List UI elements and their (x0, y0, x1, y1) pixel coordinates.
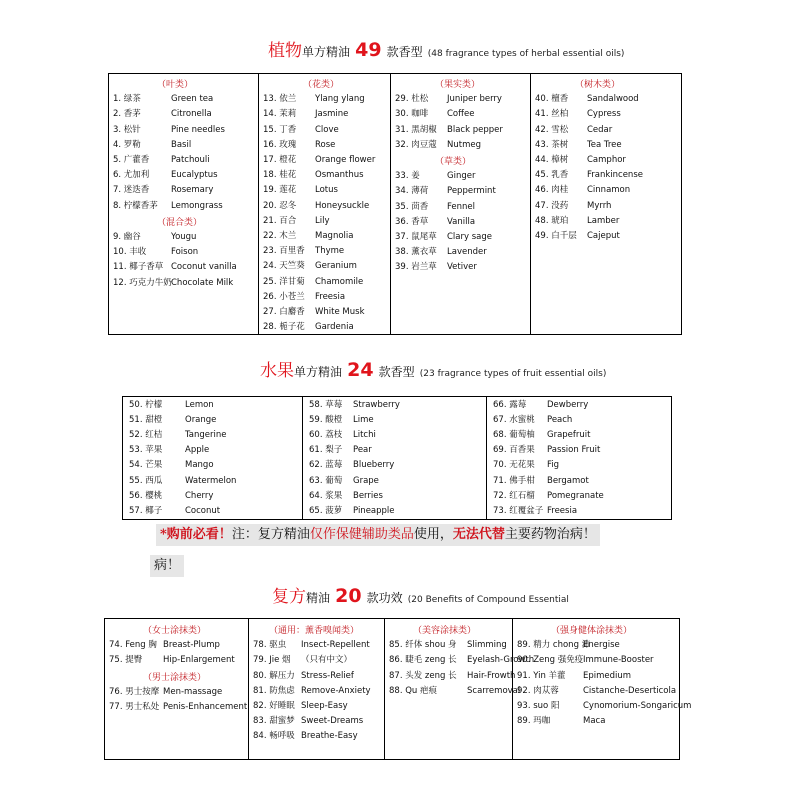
fruit-oils-table (122, 396, 672, 520)
item-en-name: Ylang ylang (315, 94, 365, 105)
item-en-name: Magnolia (315, 231, 354, 241)
item-en-name: Lotus (315, 185, 338, 196)
item-cn-name: 17. 橙花 (263, 155, 297, 165)
item-en-name: Cinnamon (587, 185, 631, 196)
item-cn-name: 43. 茶树 (535, 139, 569, 150)
item-en-name: Rose (315, 139, 336, 150)
item-cn-name: 70. 无花果 (493, 460, 535, 471)
section2-column (487, 397, 673, 519)
item-en-name: Fennel (447, 201, 476, 212)
notice-star-prefix: *购前必看！ (160, 527, 232, 542)
item-en-name: Basil (171, 139, 192, 150)
item-en-name: Lemongrass (171, 200, 223, 211)
item-en-name: Jasmine (315, 109, 349, 120)
item-cn-name: 15. 丁香 (263, 124, 297, 135)
item-cn-name: 54. 芒果 (129, 460, 163, 471)
item-cn-name: 47. 没药 (535, 200, 569, 211)
item-cn-name: 1. 绿茶 (113, 94, 141, 105)
section1-title-mid: 单方精油 (302, 45, 351, 59)
item-cn-name: 80. 解压力 (253, 670, 295, 681)
item-cn-name: 91. Yin 羊藿 (517, 670, 566, 681)
category-heading: （草类） (435, 157, 472, 167)
item-en-name: Pear (353, 445, 372, 456)
notice-part4: 无法代替 (452, 527, 505, 542)
item-cn-name: 35. 茴香 (395, 201, 429, 212)
item-cn-name: 32. 肉豆蔻 (395, 139, 437, 150)
section1-title-red: 植物 (268, 41, 302, 61)
category-heading: （通用：薰香嗅闻类） (269, 626, 360, 636)
item-en-name: Passion Fruit (547, 445, 601, 456)
section3-title (272, 582, 569, 607)
section1-count: 49 (355, 39, 382, 61)
herbal-oils-table (108, 73, 682, 335)
item-en-name: Patchouli (171, 155, 210, 165)
item-en-name: Remove-Anxiety (301, 685, 371, 696)
item-cn-name: 14. 茉莉 (263, 109, 297, 120)
item-en-name: Cistanche-Deserticola (583, 685, 677, 696)
item-en-name: Orange flower (315, 155, 376, 165)
purchase-notice (156, 524, 600, 546)
item-en-name: Scarremoval (467, 685, 521, 696)
item-cn-name: 57. 椰子 (129, 505, 163, 516)
item-cn-name: 58. 草莓 (309, 400, 343, 410)
item-en-name: Thyme (315, 246, 345, 257)
item-en-name: Citronella (171, 109, 212, 120)
item-cn-name: 50. 柠檬 (129, 400, 163, 410)
item-en-name: Honeysuckle (315, 200, 370, 211)
item-cn-name: 75. 提臀 (109, 655, 143, 666)
item-cn-name: 66. 露莓 (493, 400, 527, 410)
item-cn-name: 31. 黑胡椒 (395, 124, 437, 135)
item-cn-name: 71. 佛手柑 (493, 475, 535, 486)
section1-title-tail: 款香型 (386, 45, 423, 59)
item-en-name: （只有中文） (301, 655, 353, 666)
item-cn-name: 83. 甜蜜梦 (253, 716, 295, 727)
item-cn-name: 92. 肉苁蓉 (517, 685, 559, 696)
item-en-name: Litchi (353, 430, 376, 441)
section1-title (268, 36, 624, 61)
item-cn-name: 89. 玛咖 (517, 716, 551, 727)
item-cn-name: 7. 迷迭香 (113, 185, 150, 196)
item-en-name: Lamber (587, 215, 620, 226)
item-cn-name: 24. 天竺葵 (263, 261, 305, 272)
item-cn-name: 36. 香草 (395, 216, 429, 227)
item-cn-name: 28. 栀子花 (263, 322, 305, 333)
item-cn-name: 21. 百合 (263, 215, 297, 226)
section3-title-red: 复方 (272, 587, 306, 607)
item-cn-name: 46. 肉桂 (535, 185, 569, 196)
item-cn-name: 9. 幽谷 (113, 232, 141, 242)
item-cn-name: 27. 白麝香 (263, 307, 305, 317)
item-cn-name: 44. 樟树 (535, 155, 569, 165)
item-en-name: Frankincense (587, 170, 643, 181)
item-en-name: Sweet-Dreams (301, 716, 364, 727)
item-en-name: Freesia (547, 505, 578, 516)
notice-part2: 仅作保健辅助类品 (309, 527, 414, 542)
item-en-name: Breathe-Easy (301, 731, 358, 742)
section1-column (259, 74, 391, 334)
notice-part1: 注：复方精油 (231, 527, 310, 542)
item-cn-name: 85. 纤体 shou 身 (389, 640, 457, 651)
item-cn-name: 52. 红桔 (129, 430, 163, 441)
item-en-name: Watermelon (185, 475, 237, 486)
section2-count: 24 (347, 359, 374, 381)
section1-column (109, 74, 259, 334)
section1-subtitle: (48 fragrance types of herbal essential oils) (427, 49, 625, 59)
item-en-name: Clove (315, 124, 339, 135)
item-cn-name: 89. 精力 chong 沛 (517, 640, 591, 651)
item-cn-name: 88. Qu 疤痕 (389, 685, 437, 696)
section3-title-mid: 精油 (306, 591, 331, 605)
item-cn-name: 4. 罗勒 (113, 139, 141, 150)
item-cn-name: 39. 岩兰草 (395, 262, 437, 273)
item-en-name: Green tea (171, 94, 214, 105)
item-en-name: Juniper berry (447, 94, 502, 105)
item-en-name: Mango (185, 460, 214, 471)
item-en-name: Pomegranate (547, 490, 604, 501)
category-heading: （果实类） (435, 80, 481, 90)
item-en-name: Foison (171, 247, 199, 258)
section2-title-red: 水果 (260, 361, 294, 381)
item-en-name: Yougu (171, 232, 197, 242)
item-cn-name: 63. 葡萄 (309, 475, 343, 486)
item-en-name: Lily (315, 215, 330, 226)
item-en-name: Tea Tree (587, 139, 622, 150)
item-cn-name: 11. 椰子香草 (113, 262, 164, 273)
item-en-name: Grape (353, 475, 379, 486)
notice-part3: 使用， (413, 527, 453, 542)
item-en-name: Coconut vanilla (171, 262, 237, 273)
item-cn-name: 59. 酸橙 (309, 415, 343, 426)
item-cn-name: 84. 畅呼吸 (253, 731, 295, 742)
item-en-name: Pineapple (353, 505, 395, 516)
item-cn-name: 51. 甜橙 (129, 415, 163, 426)
item-cn-name: 23. 百里香 (263, 246, 305, 257)
item-en-name: Insect-Repellent (301, 640, 370, 651)
item-en-name: Peach (547, 415, 573, 426)
section2-title (260, 356, 606, 381)
item-en-name: Gardenia (315, 322, 354, 333)
item-cn-name: 38. 薰衣草 (395, 247, 437, 258)
category-heading: （花类） (303, 80, 340, 90)
section3-subtitle: (20 Benefits of Compound Essential (407, 595, 569, 605)
item-en-name: Vetiver (447, 262, 477, 273)
item-en-name: Nutmeg (447, 139, 481, 150)
item-cn-name: 5. 广藿香 (113, 155, 150, 165)
item-cn-name: 13. 依兰 (263, 94, 297, 105)
item-en-name: Geranium (315, 261, 357, 272)
notice-part5: 主要药物治病！ (504, 527, 596, 542)
item-en-name: Black pepper (447, 124, 503, 135)
section2-title-mid: 单方精油 (294, 365, 343, 379)
item-en-name: Osmanthus (315, 170, 364, 181)
item-cn-name: 82. 好睡眠 (253, 701, 295, 711)
item-cn-name: 62. 蓝莓 (309, 460, 343, 471)
category-heading: （强身健体涂抹类） (551, 626, 633, 636)
section1-column (391, 74, 531, 334)
notice-line2: 病！ (154, 558, 181, 573)
item-en-name: Hip-Enlargement (163, 655, 235, 666)
item-en-name: Sandalwood (587, 94, 639, 105)
item-cn-name: 3. 松针 (113, 124, 141, 135)
item-en-name: Epimedium (583, 670, 632, 681)
item-cn-name: 90. Zeng 强免疫 (517, 655, 584, 666)
item-en-name: Cypress (587, 109, 621, 120)
item-en-name: Strawberry (353, 400, 400, 410)
item-en-name: Breast-Plump (163, 640, 220, 651)
item-cn-name: 56. 樱桃 (129, 490, 163, 501)
item-cn-name: 61. 梨子 (309, 445, 343, 456)
item-en-name: Chocolate Milk (171, 277, 234, 288)
item-cn-name: 77. 男士私处 (109, 702, 160, 712)
section2-column (123, 397, 303, 519)
item-cn-name: 86. 睫毛 zeng 长 (389, 655, 457, 666)
item-en-name: Lavender (447, 247, 487, 258)
item-cn-name: 69. 百香果 (493, 445, 535, 456)
item-cn-name: 72. 红石榴 (493, 490, 535, 501)
item-cn-name: 10. 丰收 (113, 247, 147, 258)
item-cn-name: 74. Feng 胸 (109, 640, 157, 651)
item-cn-name: 22. 木兰 (263, 231, 297, 241)
item-en-name: Rosemary (171, 185, 214, 196)
section2-title-tail: 款香型 (378, 365, 415, 379)
item-en-name: Pine needles (171, 124, 225, 135)
item-cn-name: 34. 薄荷 (395, 186, 429, 197)
item-cn-name: 93. suo 阳 (517, 701, 560, 711)
item-en-name: Tangerine (185, 430, 227, 441)
category-heading: （叶类） (157, 80, 194, 90)
item-cn-name: 6. 尤加利 (113, 170, 150, 181)
item-en-name: Vanilla (447, 216, 476, 227)
item-cn-name: 20. 忍冬 (263, 200, 297, 211)
item-cn-name: 65. 菠萝 (309, 505, 343, 516)
item-en-name: Eucalyptus (171, 170, 218, 181)
item-en-name: Camphor (587, 155, 626, 165)
item-en-name: Slimming (467, 640, 507, 651)
item-cn-name: 2. 香茅 (113, 109, 141, 120)
item-en-name: White Musk (315, 307, 365, 317)
item-cn-name: 40. 檀香 (535, 94, 569, 105)
category-heading: （美容涂抹类） (413, 626, 477, 636)
item-cn-name: 45. 乳香 (535, 170, 569, 181)
item-cn-name: 18. 桂花 (263, 170, 297, 181)
item-cn-name: 67. 水蜜桃 (493, 415, 535, 426)
section2-subtitle: (23 fragrance types of fruit essential oils) (419, 369, 607, 379)
item-en-name: Lemon (185, 400, 214, 410)
item-cn-name: 19. 莲花 (263, 185, 297, 196)
item-en-name: Penis-Enhancement (163, 702, 248, 712)
item-cn-name: 53. 苹果 (129, 445, 163, 456)
category-heading: （混合类） (157, 217, 203, 228)
item-en-name: Cynomorium-Songaricum (583, 701, 692, 711)
item-en-name: Cedar (587, 124, 613, 135)
item-en-name: Men-massage (163, 686, 223, 697)
item-cn-name: 33. 姜 (395, 171, 420, 182)
item-cn-name: 29. 杜松 (395, 94, 429, 105)
category-heading: （女士涂抹类） (143, 626, 207, 636)
item-en-name: Energise (583, 640, 620, 651)
item-cn-name: 49. 白千层 (535, 231, 577, 241)
item-cn-name: 76. 男士按摩 (109, 686, 160, 697)
section3-column (249, 619, 385, 759)
item-cn-name: 87. 头发 zeng 长 (389, 670, 457, 681)
item-en-name: Stress-Relief (301, 670, 354, 681)
item-cn-name: 41. 丝柏 (535, 109, 569, 120)
compound-oils-table (104, 618, 692, 760)
item-en-name: Myrrh (587, 200, 612, 211)
item-cn-name: 64. 浆果 (309, 490, 343, 501)
item-en-name: Blueberry (353, 460, 395, 471)
item-en-name: Chamomile (315, 276, 364, 287)
item-cn-name: 78. 驱虫 (253, 640, 287, 651)
section2-column (303, 397, 487, 519)
item-en-name: Hair-Frowth (467, 670, 516, 681)
item-en-name: Immune-Booster (583, 655, 654, 666)
item-cn-name: 42. 雪松 (535, 124, 569, 135)
section3-count: 20 (335, 585, 362, 607)
item-en-name: Berries (353, 490, 383, 501)
item-en-name: Sleep-Easy (301, 701, 348, 711)
section1-column (531, 74, 683, 334)
item-cn-name: 73. 红覆盆子 (493, 505, 544, 516)
purchase-notice-line2 (150, 555, 184, 577)
item-cn-name: 25. 洋甘菊 (263, 276, 305, 287)
item-en-name: Coffee (447, 109, 475, 120)
item-cn-name: 30. 咖啡 (395, 109, 429, 120)
item-cn-name: 55. 西瓜 (129, 475, 163, 486)
item-cn-name: 48. 琥珀 (535, 215, 569, 226)
item-cn-name: 12. 巧克力牛奶 (113, 277, 172, 288)
item-cn-name: 60. 荔枝 (309, 430, 343, 441)
item-cn-name: 8. 柠檬香茅 (113, 200, 158, 211)
item-cn-name: 68. 葡萄柚 (493, 430, 535, 441)
category-heading: （男士涂抹类） (143, 672, 207, 683)
item-en-name: Cherry (185, 490, 214, 501)
item-cn-name: 81. 防焦虑 (253, 685, 295, 696)
item-en-name: Freesia (315, 291, 346, 302)
section3-column (513, 619, 692, 759)
item-en-name: Coconut (185, 505, 221, 516)
item-en-name: Bergamot (547, 475, 589, 486)
item-en-name: Fig (547, 460, 560, 471)
section3-column (105, 619, 249, 759)
item-en-name: Ginger (447, 171, 476, 182)
item-en-name: Orange (185, 415, 217, 426)
item-en-name: Cajeput (587, 231, 620, 241)
item-cn-name: 26. 小苍兰 (263, 291, 305, 302)
category-heading: （树木类） (575, 80, 621, 90)
item-en-name: Clary sage (447, 232, 492, 242)
item-en-name: Maca (583, 716, 606, 727)
item-cn-name: 37. 鼠尾草 (395, 232, 437, 242)
item-cn-name: 79. Jie 烟 (253, 655, 291, 666)
item-en-name: Apple (185, 445, 210, 456)
section3-title-tail: 款功效 (366, 591, 403, 605)
item-en-name: Lime (353, 415, 374, 426)
item-cn-name: 16. 玫瑰 (263, 139, 297, 150)
item-en-name: Grapefruit (547, 430, 591, 441)
item-en-name: Eyelash-Growth (467, 655, 535, 666)
item-en-name: Peppermint (447, 186, 496, 197)
item-en-name: Dewberry (547, 400, 589, 410)
